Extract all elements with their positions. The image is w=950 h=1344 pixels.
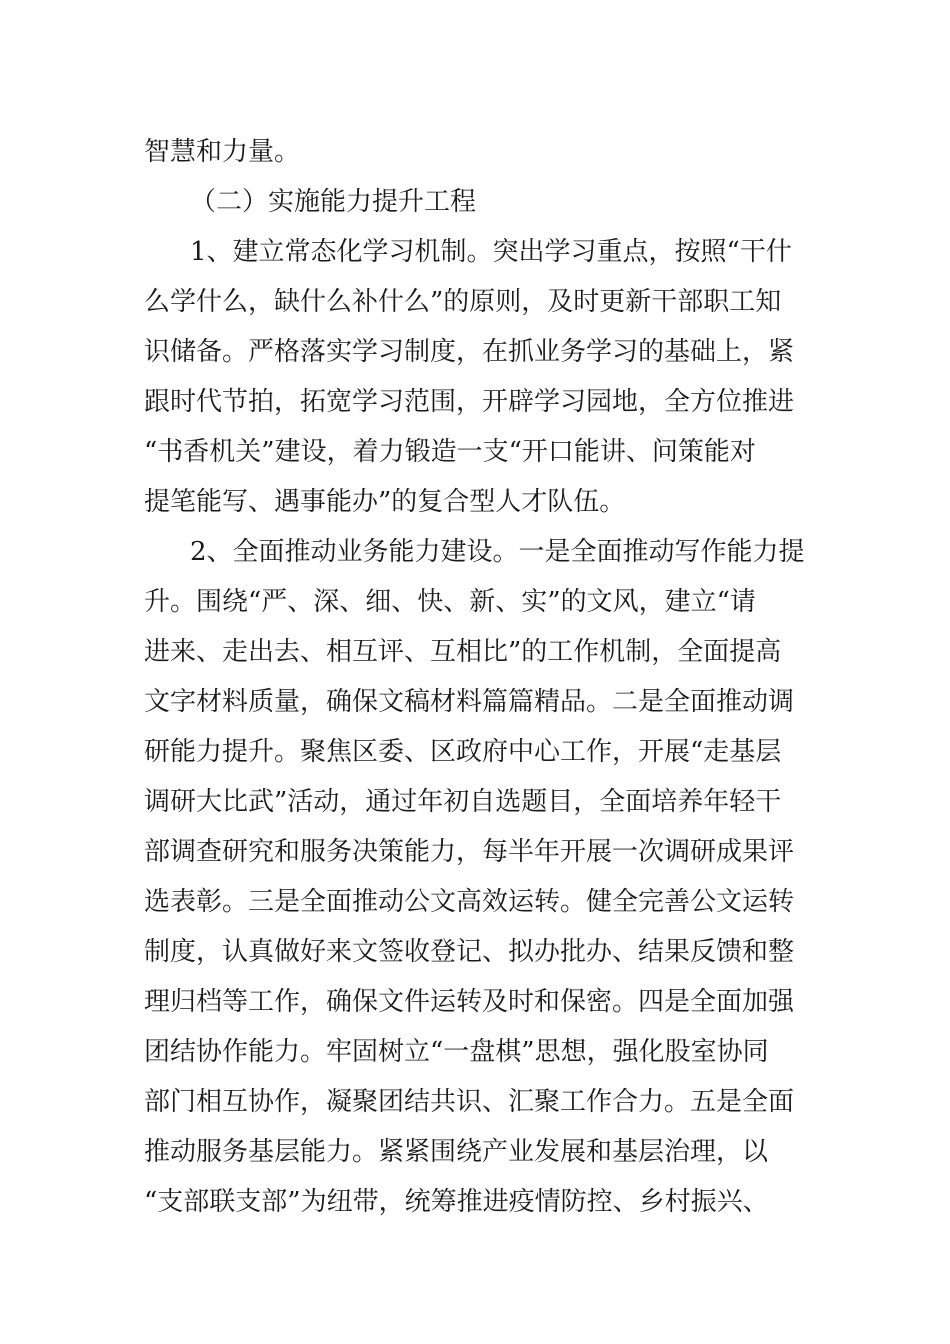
text-line-6: 跟时代节拍，拓宽学习范围，开辟学习园地，全方位推进 — [144, 387, 795, 417]
text-line-4: 么学什么，缺什么补什么”的原则，及时更新干部职工知 — [144, 287, 782, 317]
text-line-19: 团结协作能力。牢固树立“一盘棋”思想，强化股室协同 — [144, 1037, 769, 1067]
text-line-20: 部门相互协作，凝聚团结共识、汇聚工作合力。五是全面 — [144, 1087, 795, 1117]
text-line-9: 2、全面推动业务能力建设。一是全面推动写作能力提 — [190, 537, 805, 567]
text-line-1: 智慧和力量。 — [144, 137, 301, 167]
text-line-3: 1、建立常态化学习机制。突出学习重点，按照“干什 — [190, 237, 792, 267]
text-line-8: 提笔能写、遇事能办”的复合型人才队伍。 — [144, 487, 626, 517]
text-line-12: 文字材料质量，确保文稿材料篇篇精品。二是全面推动调 — [144, 687, 795, 717]
text-line-7: “书香机关”建设，着力锻造一支“开口能讲、问策能对 — [144, 437, 756, 467]
text-line-11: 进来、走出去、相互评、互相比”的工作机制，全面提高 — [144, 637, 782, 667]
section-heading: （二）实施能力提升工程 — [190, 187, 477, 217]
text-line-15: 部调查研究和服务决策能力，每半年开展一次调研成果评 — [144, 837, 795, 867]
text-line-16: 选表彰。三是全面推动公文高效运转。健全完善公文运转 — [144, 887, 795, 917]
text-line-5: 识储备。严格落实学习制度，在抓业务学习的基础上，紧 — [144, 337, 795, 367]
text-line-13: 研能力提升。聚焦区委、区政府中心工作，开展“走基层 — [144, 737, 782, 767]
text-line-10: 升。围绕“严、深、细、快、新、实”的文风，建立“请 — [144, 587, 756, 617]
text-line-21: 推动服务基层能力。紧紧围绕产业发展和基层治理，以 — [144, 1137, 769, 1167]
text-line-17: 制度，认真做好来文签收登记、拟办批办、结果反馈和整 — [144, 937, 795, 967]
text-line-18: 理归档等工作，确保文件运转及时和保密。四是全面加强 — [144, 987, 795, 1017]
text-line-22: “支部联支部”为纽带，统筹推进疫情防控、乡村振兴、 — [144, 1187, 769, 1217]
text-line-14: 调研大比武”活动，通过年初自选题目，全面培养年轻干 — [144, 787, 782, 817]
